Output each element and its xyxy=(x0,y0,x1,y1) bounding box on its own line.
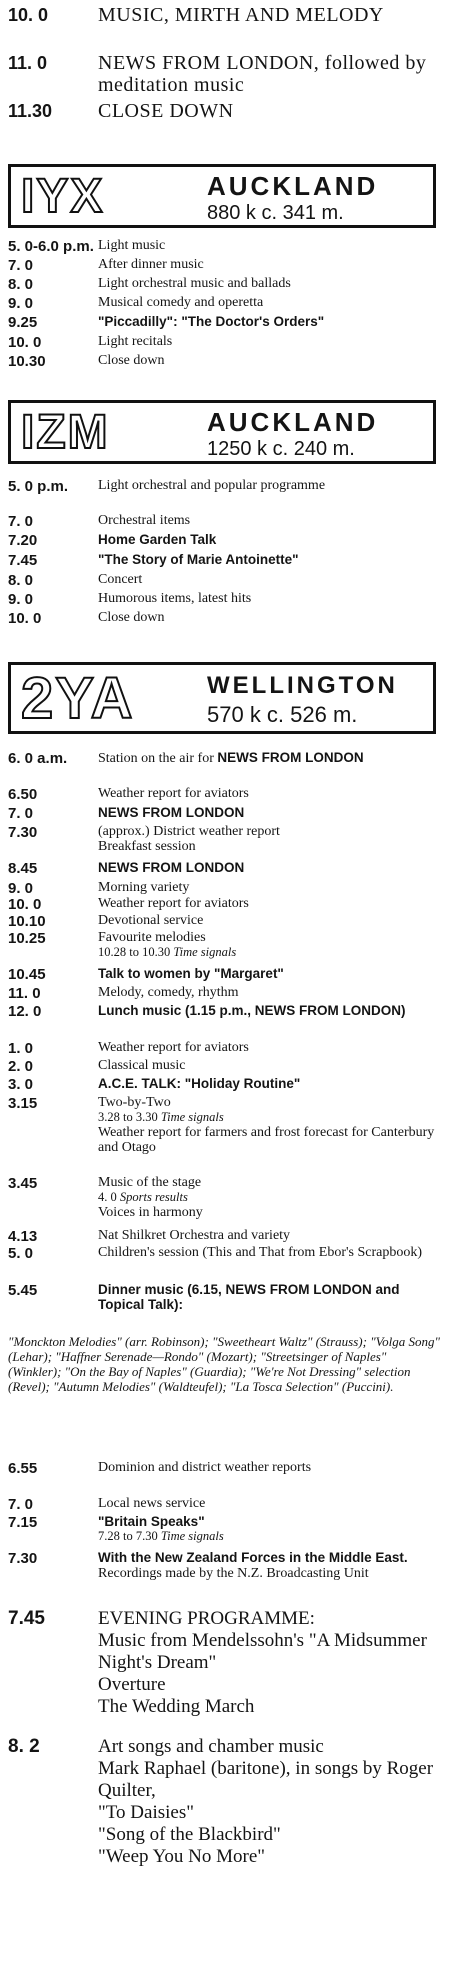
listing-row xyxy=(4,1608,442,1718)
listing-row xyxy=(4,1003,442,1018)
listing-row xyxy=(4,1058,442,1073)
station-callsign: IZM xyxy=(21,406,110,459)
programme-text: Morning variety xyxy=(98,880,190,895)
listing-row xyxy=(4,591,442,606)
song-title: "Song of the Blackbird" xyxy=(98,1824,281,1845)
listing-row xyxy=(4,295,442,310)
time-label: 5. 0 p.m. xyxy=(8,478,69,495)
time-note: 10.28 to 10.30 xyxy=(98,945,171,959)
programme-text: After dinner music xyxy=(98,257,204,272)
time-label: 10. 0 xyxy=(8,896,42,913)
programme-text: (approx.) District weather report xyxy=(98,824,280,839)
programme-text: Recordings made by the N.Z. Broadcasting Unit xyxy=(98,1566,369,1581)
time-note-label: Time signals xyxy=(160,1110,224,1124)
listing-row xyxy=(4,1460,442,1475)
station-frequency: 1250 k c. 240 m. xyxy=(207,438,355,460)
programme-highlight: "Britain Speaks" xyxy=(98,1514,205,1529)
time-label: 4.13 xyxy=(8,1228,38,1245)
listing-row xyxy=(4,1550,442,1581)
listing-row xyxy=(4,334,442,349)
listing-row xyxy=(4,257,442,272)
listing-row xyxy=(4,314,442,329)
time-label: 12. 0 xyxy=(8,1003,42,1020)
programme-highlight: NEWS FROM LONDON xyxy=(217,750,364,765)
listing-row xyxy=(4,896,442,911)
time-label: 2. 0 xyxy=(8,1058,34,1075)
programme-text: Devotional service xyxy=(98,913,204,928)
station-callsign: 2YA xyxy=(21,666,135,731)
programme-text: Musical comedy and operetta xyxy=(98,295,264,310)
listing-row xyxy=(4,513,442,528)
station-banner-1zm xyxy=(8,400,436,464)
listing-row xyxy=(4,1175,442,1220)
programme-text: Mark Raphael (baritone), in songs by Roger Quilter, xyxy=(98,1758,434,1801)
time-label: 10.45 xyxy=(8,966,46,983)
time-label: 7. 0 xyxy=(8,1496,34,1513)
listing-row xyxy=(4,572,442,587)
listing-row xyxy=(4,1245,442,1260)
programme-text: Music of the stage xyxy=(98,1175,202,1190)
time-note: 4. 0 xyxy=(98,1190,117,1204)
programme-highlight: NEWS FROM LONDON xyxy=(98,805,245,820)
programme-text: Humorous items, latest hits xyxy=(98,591,252,606)
programme-text: EVENING PROGRAMME: xyxy=(98,1608,315,1629)
station-frequency: 570 k c. 526 m. xyxy=(207,702,358,727)
programme-text: Close down xyxy=(98,610,165,625)
programme-highlight: NEWS FROM LONDON xyxy=(98,860,245,875)
programme-text: Orchestral items xyxy=(98,513,191,528)
time-label: 3.15 xyxy=(8,1095,38,1112)
listing-row xyxy=(4,610,442,625)
time-label: 10.10 xyxy=(8,913,46,930)
time-label: 7.30 xyxy=(8,824,38,841)
time-label: 5. 0 xyxy=(8,1245,34,1262)
time-label: 10. 0 xyxy=(8,610,42,627)
time-label: 7.30 xyxy=(8,1550,38,1567)
listing-row xyxy=(4,4,442,26)
station-city: AUCKLAND xyxy=(207,171,379,201)
time-label: 9.25 xyxy=(8,314,38,331)
time-label: 10.30 xyxy=(8,353,46,370)
listing-row xyxy=(4,750,442,766)
programme-text: Melody, comedy, rhythm xyxy=(98,985,239,1000)
time-label: 8. 0 xyxy=(8,276,34,293)
listing-row xyxy=(4,913,442,928)
time-label: 11.30 xyxy=(8,101,53,121)
programme-text: Close down xyxy=(98,353,165,368)
time-label: 3. 0 xyxy=(8,1076,34,1093)
dinner-music-list xyxy=(4,1334,442,1394)
programme-text: MUSIC, MIRTH AND MELODY xyxy=(98,4,384,26)
programme-highlight: With the New Zealand Forces in the Middle East. xyxy=(98,1550,408,1565)
programme-highlight: Dinner music (6.15, NEWS FROM LONDON and Topical Talk): xyxy=(98,1282,400,1312)
time-label: 6.55 xyxy=(8,1460,38,1477)
programme-text: Concert xyxy=(98,572,143,587)
programme-text: Voices in harmony xyxy=(98,1205,203,1220)
listing-row xyxy=(4,824,442,854)
listing-row xyxy=(4,52,442,96)
programme-text: Light music xyxy=(98,238,166,253)
time-label: 7.20 xyxy=(8,532,38,549)
song-title: "To Daisies" xyxy=(98,1802,194,1823)
listing-row xyxy=(4,860,442,875)
time-label: 10. 0 xyxy=(8,334,42,351)
time-label: 8.45 xyxy=(8,860,38,877)
programme-text: Weather report for aviators xyxy=(98,786,249,801)
time-label: 9. 0 xyxy=(8,591,34,608)
music-selection-list: "Monckton Melodies" (arr. Robinson); "Sweetheart Waltz" (Strauss); "Volga Song" (Lehar); "Haffner Serenade—Rondo" (Mozart); "Streetsinger of Naples" (Winkler); "On the Bay of Naples" (Guardia); "We're Not Dressing" selection (Revel); "Autumn Melodies" (Waldteufel); "La Tosca Selection" (Puccini). xyxy=(8,1334,440,1394)
programme-highlight: Art songs and chamber music xyxy=(98,1736,324,1757)
listing-row xyxy=(4,1514,442,1544)
listing-row xyxy=(4,238,442,253)
time-label: 7. 0 xyxy=(8,257,34,274)
time-label: 9. 0 xyxy=(8,880,34,897)
programme-highlight: Music from Mendelssohn's "A Midsummer Night's Dream" xyxy=(98,1630,427,1673)
programme-text: Light orchestral music and ballads xyxy=(98,276,291,291)
programme-highlight: A.C.E. TALK: "Holiday Routine" xyxy=(98,1076,301,1091)
programme-text: Children's session (This and That from Ebor's Scrapbook) xyxy=(98,1245,423,1260)
station-banner-2ya xyxy=(8,662,436,734)
programme-text: Light recitals xyxy=(98,334,173,349)
time-label: 9. 0 xyxy=(8,295,34,312)
programme-text: Breakfast session xyxy=(98,839,196,854)
time-label: 10. 0 xyxy=(8,5,49,25)
station-frequency: 880 k c. 341 m. xyxy=(207,202,344,224)
time-label: 8. 2 xyxy=(8,1736,40,1757)
programme-text: Local news service xyxy=(98,1496,206,1511)
listing-row xyxy=(4,353,442,368)
programme-text: Weather report for farmers and frost forecast for Canterbury and Otago xyxy=(98,1125,435,1155)
listing-row xyxy=(4,1095,442,1155)
listing-row xyxy=(4,966,442,981)
time-label: 1. 0 xyxy=(8,1040,34,1057)
listing-row xyxy=(4,1076,442,1091)
listing-row xyxy=(4,276,442,291)
listing-row xyxy=(4,478,442,493)
listing-row xyxy=(4,1736,442,1868)
programme-highlight: Talk to women by "Margaret" xyxy=(98,966,284,981)
time-note-label: Sports results xyxy=(119,1190,188,1204)
time-note-label: Time signals xyxy=(160,1529,224,1543)
listing-row xyxy=(4,1496,442,1511)
programme-text: The Wedding March xyxy=(98,1696,255,1717)
station-city: WELLINGTON xyxy=(207,672,398,699)
station-city: AUCKLAND xyxy=(207,407,379,437)
programme-text: Two-by-Two xyxy=(98,1095,171,1110)
time-note: 3.28 to 3.30 xyxy=(98,1110,158,1124)
programme-text: Favourite melodies xyxy=(98,930,206,945)
programme-text: Dominion and district weather reports xyxy=(98,1460,312,1475)
station-banner-1yx xyxy=(8,164,436,228)
time-label: 7.45 xyxy=(8,552,38,569)
programme-text: Nat Shilkret Orchestra and variety xyxy=(98,1228,291,1243)
time-label: 11. 0 xyxy=(8,53,48,73)
listing-row xyxy=(4,930,442,960)
listing-row xyxy=(4,1282,442,1312)
programme-text: "Piccadilly": "The Doctor's Orders" xyxy=(98,314,325,329)
listing-row xyxy=(4,532,442,547)
programme-highlight: Lunch music (1.15 p.m., NEWS FROM LONDON) xyxy=(98,1003,406,1018)
listing-row xyxy=(4,552,442,567)
song-title: "Weep You No More" xyxy=(98,1846,266,1867)
programme-text: Weather report for aviators xyxy=(98,896,249,911)
time-label: 7.45 xyxy=(8,1608,45,1629)
time-label: 6. 0 a.m. xyxy=(8,750,68,767)
listing-row xyxy=(4,1040,442,1055)
programme-text: "The Story of Marie Antoinette" xyxy=(98,552,299,567)
programme-text: Station on the air for xyxy=(98,751,214,766)
programme-text: Classical music xyxy=(98,1058,186,1073)
time-label: 10.25 xyxy=(8,930,46,947)
time-label: 5.45 xyxy=(8,1282,38,1299)
time-note: 7.28 to 7.30 xyxy=(98,1529,158,1543)
time-label: 3.45 xyxy=(8,1175,38,1192)
programme-text: CLOSE DOWN xyxy=(98,100,234,122)
programme-text: Light orchestral and popular programme xyxy=(98,478,326,493)
time-label: 11. 0 xyxy=(8,985,41,1002)
listing-row xyxy=(4,1228,442,1243)
time-note-label: Time signals xyxy=(173,945,237,959)
time-label: 7.15 xyxy=(8,1514,38,1531)
time-label: 6.50 xyxy=(8,786,38,803)
listing-row xyxy=(4,985,442,1000)
station-callsign: IYX xyxy=(21,170,105,223)
listing-row xyxy=(4,880,442,895)
time-label: 5. 0-6.0 p.m. xyxy=(8,238,94,255)
time-label: 7. 0 xyxy=(8,805,34,822)
listing-row xyxy=(4,100,442,122)
listing-row xyxy=(4,786,442,801)
programme-text: Overture xyxy=(98,1674,166,1695)
listing-row xyxy=(4,805,442,820)
time-label: 8. 0 xyxy=(8,572,34,589)
programme-text: NEWS FROM LONDON, followed by meditation music xyxy=(98,52,427,96)
programme-text: Weather report for aviators xyxy=(98,1040,249,1055)
programme-text: Home Garden Talk xyxy=(98,532,217,547)
time-label: 7. 0 xyxy=(8,513,34,530)
